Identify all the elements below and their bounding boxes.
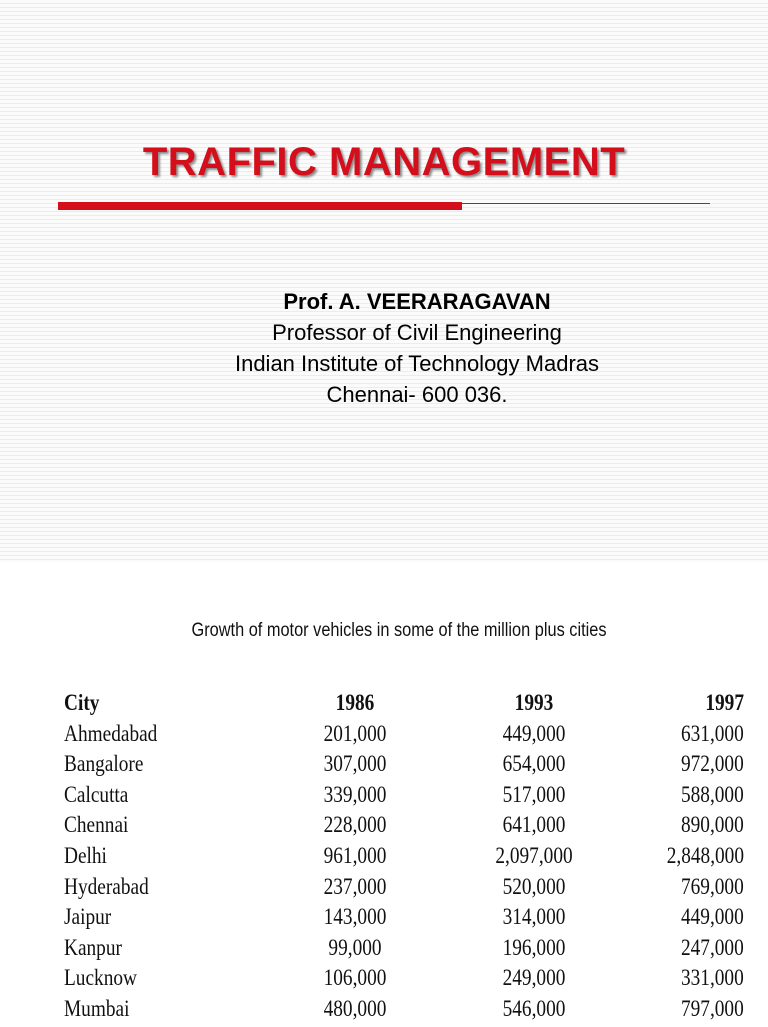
vehicle-growth-table <box>0 690 768 1027</box>
table-title: Growth of motor vehicles in some of the million plus cities <box>191 620 607 641</box>
header-1986: 1986 <box>335 690 375 715</box>
value-1997-cell: 247,000 <box>681 934 744 960</box>
author-address: Chennai- 600 036. <box>326 382 508 407</box>
value-1986-cell: 143,000 <box>323 904 387 930</box>
city-cell: Calcutta <box>64 781 129 807</box>
table-slide <box>0 562 768 1024</box>
slide-title: TRAFFIC MANAGEMENT <box>142 140 626 184</box>
author-role: Professor of Civil Engineering <box>272 320 562 345</box>
value-1993-cell: 249,000 <box>502 965 566 991</box>
value-1997-cell: 588,000 <box>681 781 744 807</box>
table-row <box>0 812 768 843</box>
table-row <box>0 782 768 813</box>
value-1993-cell: 2,097,000 <box>495 842 573 868</box>
value-1986-cell: 480,000 <box>323 995 387 1021</box>
value-1993-cell: 641,000 <box>502 812 566 838</box>
value-1993-cell: 546,000 <box>502 995 566 1021</box>
value-1993-cell: 520,000 <box>502 873 566 899</box>
header-city: City <box>64 690 100 715</box>
value-1993-cell: 654,000 <box>502 751 566 777</box>
value-1986-cell: 201,000 <box>323 720 387 746</box>
city-cell: Hyderabad <box>64 873 149 899</box>
value-1997-cell: 331,000 <box>681 965 744 991</box>
value-1997-cell: 631,000 <box>681 720 744 746</box>
table-row <box>0 843 768 874</box>
table-row <box>0 996 768 1027</box>
table-row <box>0 721 768 752</box>
city-cell: Kanpur <box>64 934 122 960</box>
table-row <box>0 904 768 935</box>
table-header-row <box>0 690 768 721</box>
title-underline-thick <box>58 202 462 210</box>
value-1986-cell: 237,000 <box>323 873 387 899</box>
city-cell: Lucknow <box>64 965 137 991</box>
city-cell: Mumbai <box>64 995 130 1021</box>
value-1993-cell: 517,000 <box>502 781 566 807</box>
value-1993-cell: 314,000 <box>502 904 566 930</box>
value-1997-cell: 797,000 <box>681 995 744 1021</box>
table-row <box>0 935 768 966</box>
value-1993-cell: 196,000 <box>502 934 566 960</box>
value-1997-cell: 769,000 <box>681 873 744 899</box>
value-1997-cell: 2,848,000 <box>666 842 744 868</box>
value-1997-cell: 972,000 <box>681 751 744 777</box>
value-1986-cell: 99,000 <box>328 934 382 960</box>
table-row <box>0 751 768 782</box>
value-1986-cell: 339,000 <box>323 781 387 807</box>
value-1993-cell: 449,000 <box>502 720 566 746</box>
city-cell: Ahmedabad <box>64 720 158 746</box>
author-name: Prof. A. VEERARAGAVAN <box>283 289 551 314</box>
value-1986-cell: 228,000 <box>323 812 387 838</box>
value-1997-cell: 449,000 <box>681 904 744 930</box>
value-1986-cell: 961,000 <box>323 842 387 868</box>
city-cell: Bangalore <box>64 751 144 777</box>
value-1986-cell: 106,000 <box>323 965 387 991</box>
header-1993: 1993 <box>514 690 554 715</box>
table-row <box>0 874 768 905</box>
title-underline-thin <box>462 203 710 204</box>
table-row <box>0 965 768 996</box>
header-1997: 1997 <box>705 690 744 715</box>
city-cell: Delhi <box>64 842 107 868</box>
value-1997-cell: 890,000 <box>681 812 744 838</box>
city-cell: Chennai <box>64 812 129 838</box>
value-1986-cell: 307,000 <box>323 751 387 777</box>
author-block <box>0 286 768 410</box>
city-cell: Jaipur <box>64 904 112 930</box>
author-institute: Indian Institute of Technology Madras <box>234 351 600 376</box>
